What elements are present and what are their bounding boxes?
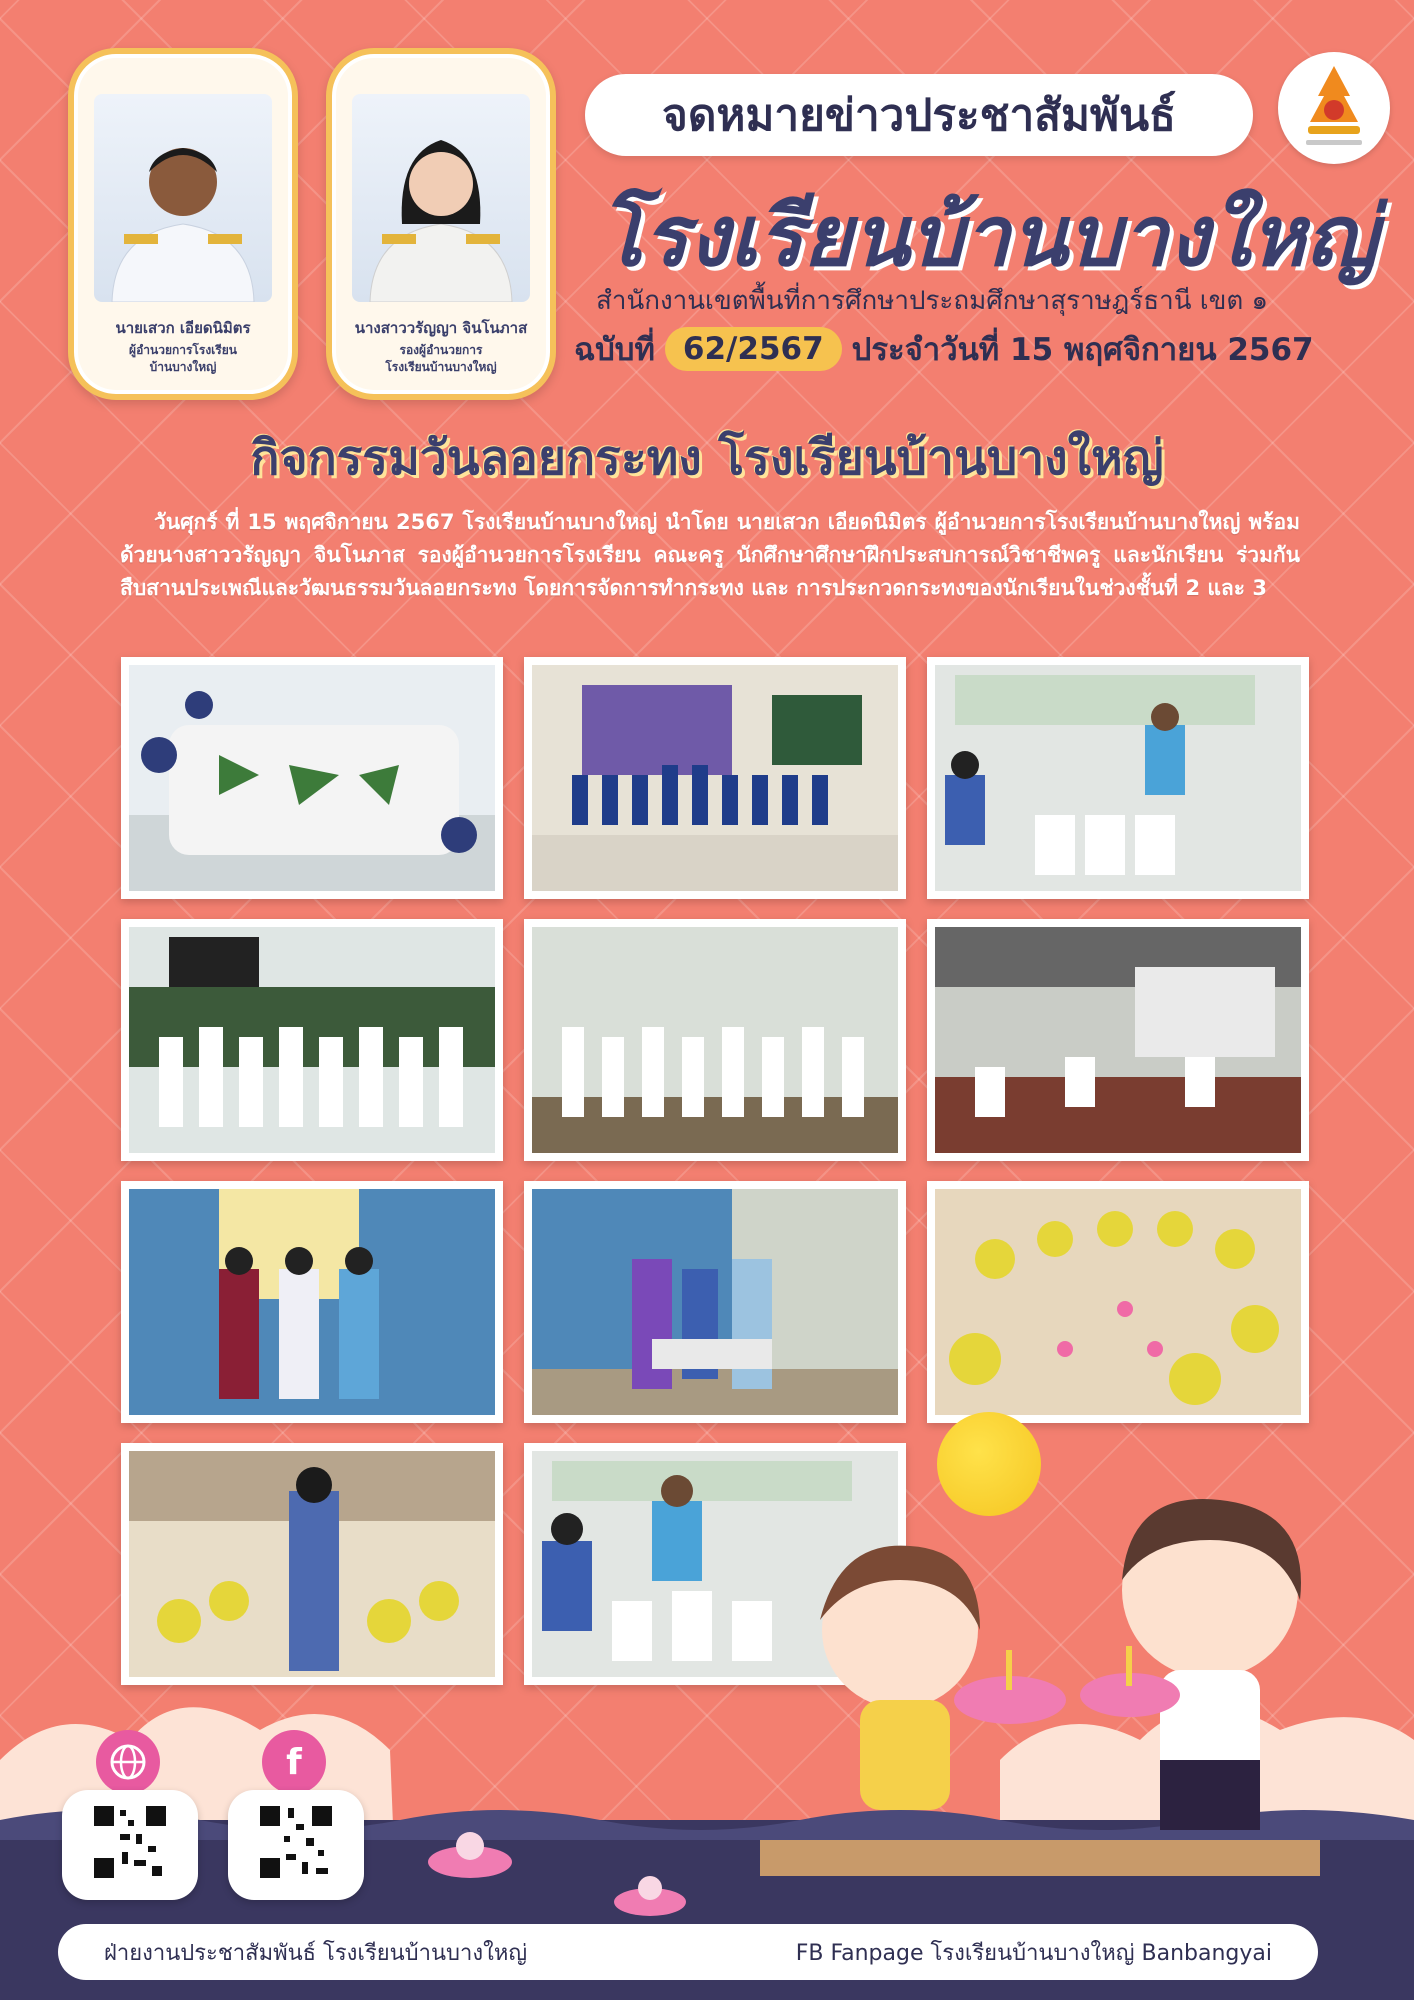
school-title: โรงเรียนบ้านบางใหญ่ <box>598 187 1378 285</box>
activity-photo-4 <box>121 919 503 1161</box>
article-headline: กิจกรรมวันลอยกระทง โรงเรียนบ้านบางใหญ่ <box>250 430 1164 486</box>
activity-photo-2 <box>524 657 906 899</box>
facebook-qr-code[interactable] <box>228 1790 364 1900</box>
school-logo <box>1278 52 1390 164</box>
issue-prefix: ฉบับที่ <box>574 332 655 368</box>
director-photo <box>94 94 272 302</box>
activity-photo-1 <box>121 657 503 899</box>
footer-pr-department: ฝ่ายงานประชาสัมพันธ์ โรงเรียนบ้านบางใหญ่ <box>104 1940 528 1966</box>
deputy-photo <box>352 94 530 302</box>
footer-fanpage[interactable]: FB Fanpage โรงเรียนบ้านบางใหญ่ Banbangyai <box>795 1940 1272 1966</box>
footer-bar <box>58 1924 1318 1980</box>
issue-date: ประจำวันที่ 15 พฤศจิกายน 2567 <box>851 332 1314 368</box>
activity-photo-8 <box>524 1181 906 1423</box>
globe-icon[interactable] <box>96 1730 160 1794</box>
website-qr-card[interactable] <box>62 1790 198 1900</box>
activity-photo-9 <box>927 1181 1309 1423</box>
activity-photo-6 <box>927 919 1309 1161</box>
facebook-qr-card[interactable] <box>228 1790 364 1900</box>
director-role-line2: บ้านบางใหญ่ <box>149 360 217 374</box>
deputy-role <box>342 342 540 376</box>
activity-photo-3 <box>927 657 1309 899</box>
article-body: วันศุกร์ ที่ 15 พฤศจิกายน 2567 โรงเรียนบ้านบางใหญ่ นำโดย นายเสวก เอียดนิมิตร ผู้อำนวยการโรงเรียนบ้านบางใหญ่ พร้อมด้วยนางสาววรัญญา จินโนภาส รองผู้อำนวยการโรงเรียน คณะครู นักศึกษาศึกษาฝึกประสบการณ์วิชาชีพครู และนักเรียน ร่วมกันสืบสานประเพณีและวัฒนธรรมวันลอยกระทง โดยการจัดการทำกระทง และ การประกวดกระทงของนักเรียนในช่วงชั้นที่ 2 และ 3 <box>120 510 1300 600</box>
director-role <box>84 342 282 376</box>
website-qr-code[interactable] <box>62 1790 198 1900</box>
education-office: สำนักงานเขตพื้นที่การศึกษาประถมศึกษาสุราษฎร์ธานี เขต ๑ <box>596 286 1269 316</box>
activity-photo-7 <box>121 1181 503 1423</box>
newsletter-label: จดหมายข่าวประชาสัมพันธ์ <box>585 74 1253 156</box>
director-role-line1: ผู้อำนวยการโรงเรียน <box>129 343 237 357</box>
activity-photo-5 <box>524 919 906 1161</box>
issue-number-badge: 62/2567 <box>665 327 842 371</box>
director-portrait-card <box>68 48 298 400</box>
deputy-name: นางสาววรัญญา จินโนภาส <box>354 319 528 337</box>
deputy-role-line2: โรงเรียนบ้านบางใหญ่ <box>385 360 497 374</box>
deputy-role-line1: รองผู้อำนวยการ <box>399 343 483 357</box>
loy-krathong-characters <box>780 1480 1340 1860</box>
director-name: นายเสวก เอียดนิมิตร <box>115 319 251 337</box>
deputy-portrait-card <box>326 48 556 400</box>
facebook-icon[interactable]: f <box>262 1730 326 1794</box>
issue-info <box>574 320 1314 378</box>
